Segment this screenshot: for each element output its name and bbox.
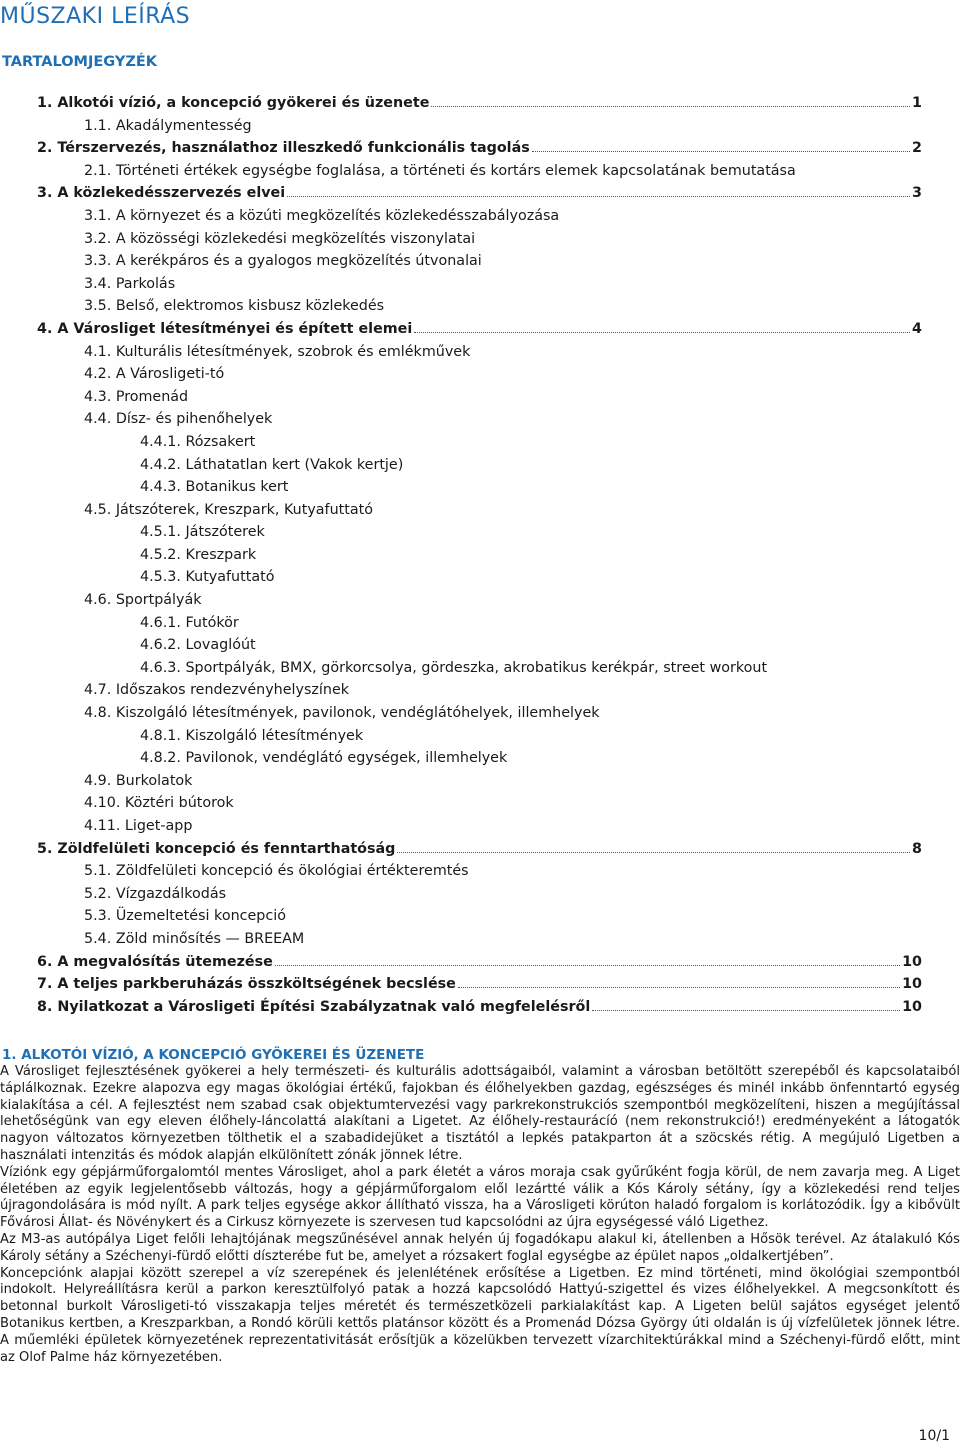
toc-entry[interactable] xyxy=(0,815,922,838)
toc-entry-label: 4.7. Időszakos rendezvényhelyszínek xyxy=(84,682,350,699)
toc-leader-dots xyxy=(532,151,910,152)
toc-entry-label: 4.2. A Városligeti-tó xyxy=(84,366,225,383)
toc-entry-label: 3. A közlekedésszervezés elvei xyxy=(37,185,286,202)
section-1-paragraph: Az M3-as autópálya Liget felőli lehajtójának megszűnésével annak helyén új fogadókapu alakul ki, átellenben a Hősök terével. Az átalakuló Kós Károly sétány a Széchenyi-fürdő előtti díszterébe fut be, amelyet a rózsakert foglal egységbe az épület napos „oldalkertjében”. xyxy=(0,1231,960,1264)
toc-entry[interactable] xyxy=(0,341,922,364)
toc-entry-label: 3.4. Parkolás xyxy=(84,275,176,292)
toc-entry-label: 5.4. Zöld minősítés — BREEAM xyxy=(84,930,305,947)
toc-entry[interactable] xyxy=(0,182,922,205)
toc-entry[interactable] xyxy=(0,273,922,296)
toc-entry-page: 10 xyxy=(902,998,922,1015)
toc-entry-label: 5.1. Zöldfelületi koncepció és ökológiai értékteremtés xyxy=(84,863,469,880)
section-1-paragraph: A Városliget fejlesztésének gyökerei a hely természeti- és kulturális adottságaiból, valamint a városban betöltött szerepéből és kapcsolataiból táplálkoznak. Ezekre alapozva egy magas ökológiai értékű, fajokban és élőhelyekben gazdag, egészséges és minél inkább önfenntartó egység kialakítása a cél. A fejlesztést nem szabad csak objektumtervezési vagy parkrekonstrukciós szempontból megközelíteni, hiszen a megújítással lehetőségünk van egy eleven élőhely-láncolattá alakítani a Ligetet. Az élőhely-restaurácíó (nem rekonstrukció!) eredményeként a látogatók nagyon változatos környezetben tölthetik el a szabadidejüket a tisztától a lepkés patakparton át a szöcskés rétig. A megújuló Ligetben a használati intenzitás és módok alapján elkülönített zónák jönnek létre. xyxy=(0,1064,960,1163)
toc-entry[interactable] xyxy=(0,657,922,680)
toc-entry[interactable] xyxy=(0,115,922,138)
toc-entry[interactable] xyxy=(0,363,922,386)
toc-entry[interactable] xyxy=(0,725,922,748)
toc-entry-page: 10 xyxy=(902,953,922,970)
toc-entry[interactable] xyxy=(0,295,922,318)
toc-leader-dots xyxy=(431,106,910,107)
toc-entry-label: 4.6.1. Futókör xyxy=(140,614,239,631)
toc-entry-label: 3.2. A közösségi közlekedési megközelítés viszonylatai xyxy=(84,230,476,247)
toc-entry-label: 4.3. Promenád xyxy=(84,388,189,405)
toc-entry[interactable] xyxy=(0,860,922,883)
toc-entry-label: 4.6.3. Sportpályák, BMX, görkorcsolya, gördeszka, akrobatikus kerékpár, street workout xyxy=(140,659,768,676)
toc-entry-label: 4.4. Dísz- és pihenőhelyek xyxy=(84,411,273,428)
toc-leader-dots xyxy=(275,965,900,966)
toc-entry[interactable] xyxy=(0,566,922,589)
toc-entry[interactable] xyxy=(0,634,922,657)
toc-entry[interactable] xyxy=(0,318,922,341)
toc-entry-label: 3.3. A kerékpáros és a gyalogos megközelítés útvonalai xyxy=(84,253,482,270)
toc-entry-label: 4.1. Kulturális létesítmények, szobrok és emlékművek xyxy=(84,343,471,360)
toc-entry[interactable] xyxy=(0,747,922,770)
toc-leader-dots xyxy=(287,196,910,197)
toc-entry-label: 4.8.1. Kiszolgáló létesítmények xyxy=(140,727,364,744)
toc-entry-label: 4.10. Köztéri bútorok xyxy=(84,795,234,812)
toc-entry-page: 3 xyxy=(912,185,922,202)
toc-entry-label: 4.4.2. Láthatatlan kert (Vakok kertje) xyxy=(140,456,404,473)
toc-entry[interactable] xyxy=(0,838,922,861)
toc-entry[interactable] xyxy=(0,996,922,1019)
toc-entry-label: 4.11. Liget-app xyxy=(84,818,193,834)
toc-entry[interactable] xyxy=(0,137,922,160)
toc-entry[interactable] xyxy=(0,883,922,906)
toc-entry[interactable] xyxy=(0,431,922,454)
toc-entry-label: 5.3. Üzemeltetési koncepció xyxy=(84,908,286,925)
toc-entry-label: 3.1. A környezet és a közúti megközelítés közlekedésszabályozása xyxy=(84,207,560,224)
toc-entry[interactable] xyxy=(0,928,922,951)
toc-entry-page: 10 xyxy=(902,976,922,993)
toc-entry-label: 2. Térszervezés, használathoz illeszkedő funkcionális tagolás xyxy=(37,140,530,157)
toc-entry[interactable] xyxy=(0,702,922,725)
toc-entry-label: 3.5. Belső, elektromos kisbusz közlekedés xyxy=(84,298,385,315)
toc-entry-label: 5.2. Vízgazdálkodás xyxy=(84,885,227,902)
toc-entry-label: 4.5.3. Kutyafuttató xyxy=(140,569,275,586)
toc-entry[interactable] xyxy=(0,454,922,477)
toc-entry[interactable] xyxy=(0,92,922,115)
toc-entry-label: 6. A megvalósítás ütemezése xyxy=(37,953,273,970)
toc-entry[interactable] xyxy=(0,228,922,251)
toc-entry-label: 7. A teljes parkberuházás összköltségének becslése xyxy=(37,976,456,993)
toc-entry[interactable] xyxy=(0,386,922,409)
toc-entry-label: 5. Zöldfelületi koncepció és fenntarthatóság xyxy=(37,840,396,857)
toc-entry-label: 8. Nyilatkozat a Városligeti Építési Szabályzatnak való megfelelésről xyxy=(37,998,591,1015)
toc-entry-label: 4.4.1. Rózsakert xyxy=(140,433,256,450)
toc-leader-dots xyxy=(397,852,910,853)
toc-entry[interactable] xyxy=(0,408,922,431)
toc-leader-dots xyxy=(592,1010,900,1011)
toc-entry-label: 4.5.1. Játszóterek xyxy=(140,524,265,541)
toc-entry[interactable] xyxy=(0,905,922,928)
toc-entry[interactable] xyxy=(0,973,922,996)
toc-entry-label: 1.1. Akadálymentesség xyxy=(84,117,252,134)
toc-entry[interactable] xyxy=(0,612,922,635)
toc-entry-label: 4.6.2. Lovaglóút xyxy=(140,637,256,654)
toc-entry-label: 4.5.2. Kreszpark xyxy=(140,546,257,563)
toc-entry[interactable] xyxy=(0,160,922,183)
toc-entry-page: 2 xyxy=(912,140,922,157)
toc-entry[interactable] xyxy=(0,476,922,499)
section-1-paragraph: Víziónk egy gépjárműforgalomtól mentes Városliget, ahol a park életét a város moraja csak gyűrűként fogja körül, de nem zavarja meg. A Liget életében az egyik legjelentősebb változás, hogy a gépjárműforgalom elől lezártté válik a Kós Károly sétány, így a közlekedési rend teljes újragondolására is mód nyílt. A park teljes egysége akkor állítható vissza, ha a Városligeti körúton haladó forgalom is korlátozódik. Így a kibővült Fővárosi Állat- és Növénykert és a Cirkusz környezete is szervesen tud kapcsolódni az újra egységessé váló Ligethez. xyxy=(0,1164,960,1231)
toc-entry-label: 4. A Városliget létesítményei és épített elemei xyxy=(37,320,413,337)
toc-entry-label: 4.4.3. Botanikus kert xyxy=(140,479,289,496)
toc-entry-label: 4.8. Kiszolgáló létesítmények, pavilonok, vendéglátóhelyek, illemhelyek xyxy=(84,705,600,722)
toc-entry[interactable] xyxy=(0,250,922,273)
toc-entry[interactable] xyxy=(0,792,922,815)
toc-entry-label: 1. Alkotói vízió, a koncepció gyökerei és üzenete xyxy=(37,95,430,111)
section-1 xyxy=(0,1046,960,1366)
toc-entry-page: 1 xyxy=(912,95,922,111)
toc-entry-label: 4.5. Játszóterek, Kreszpark, Kutyafuttató xyxy=(84,501,373,518)
toc-entry[interactable] xyxy=(0,499,922,522)
toc-heading: TARTALOMJEGYZÉK xyxy=(2,54,158,70)
toc-entry[interactable] xyxy=(0,679,922,702)
table-of-contents xyxy=(0,92,922,1018)
section-1-title: 1. ALKOTÓI VÍZIÓ, A KONCEPCIÓ GYÖKEREI ÉS ÜZENETE xyxy=(2,1047,425,1063)
toc-entry-page: 8 xyxy=(912,840,922,857)
section-1-paragraph: Koncepciónk alapjai között szerepel a víz szerepének és jelenlétének erősítése a Ligetben. Ez mind történeti, mind ökológiai szempontból indokolt. Helyreállításra kerül a parkon keresztülfolyó patak a hozzá kapcsolódó Hattyú-szigettel és vizes élőhelyekkel. A megcsonkított és betonnal burkolt Városligeti-tó visszakapja teljes méretét és természetközeli parkialakítást kap. A Ligeten belül sajátos egységet jelentő Botanikus kertben, a Kreszparkban, a Rondó körüli kettős platánsor között és a Promenád Dózsa György úti oldalán is új vízfelületek jönnek létre. A műemléki épületek környezetének reprezentativitását erősítjük a közelükben tervezett vízarchitektúrákkal mind a Széchenyi-fürdő előtt, mint az Olof Palme ház környezetében. xyxy=(0,1265,960,1365)
toc-entry[interactable] xyxy=(0,544,922,567)
page-title: MŰSZAKI LEÍRÁS xyxy=(0,4,191,29)
toc-entry[interactable] xyxy=(0,770,922,793)
page-number: 10/1 xyxy=(918,1428,950,1444)
toc-entry-label: 2.1. Történeti értékek egységbe foglalása, a történeti és kortárs elemek kapcsolatának bemutatása xyxy=(84,162,796,179)
toc-leader-dots xyxy=(458,987,900,988)
toc-entry-label: 4.6. Sportpályák xyxy=(84,592,202,609)
toc-entry-label: 4.8.2. Pavilonok, vendéglátó egységek, illemhelyek xyxy=(140,750,508,767)
toc-entry[interactable] xyxy=(0,205,922,228)
toc-leader-dots xyxy=(414,332,910,333)
toc-entry-page: 4 xyxy=(912,320,922,337)
toc-entry[interactable] xyxy=(0,589,922,612)
toc-entry[interactable] xyxy=(0,521,922,544)
toc-entry-label: 4.9. Burkolatok xyxy=(84,772,193,789)
toc-entry[interactable] xyxy=(0,951,922,974)
